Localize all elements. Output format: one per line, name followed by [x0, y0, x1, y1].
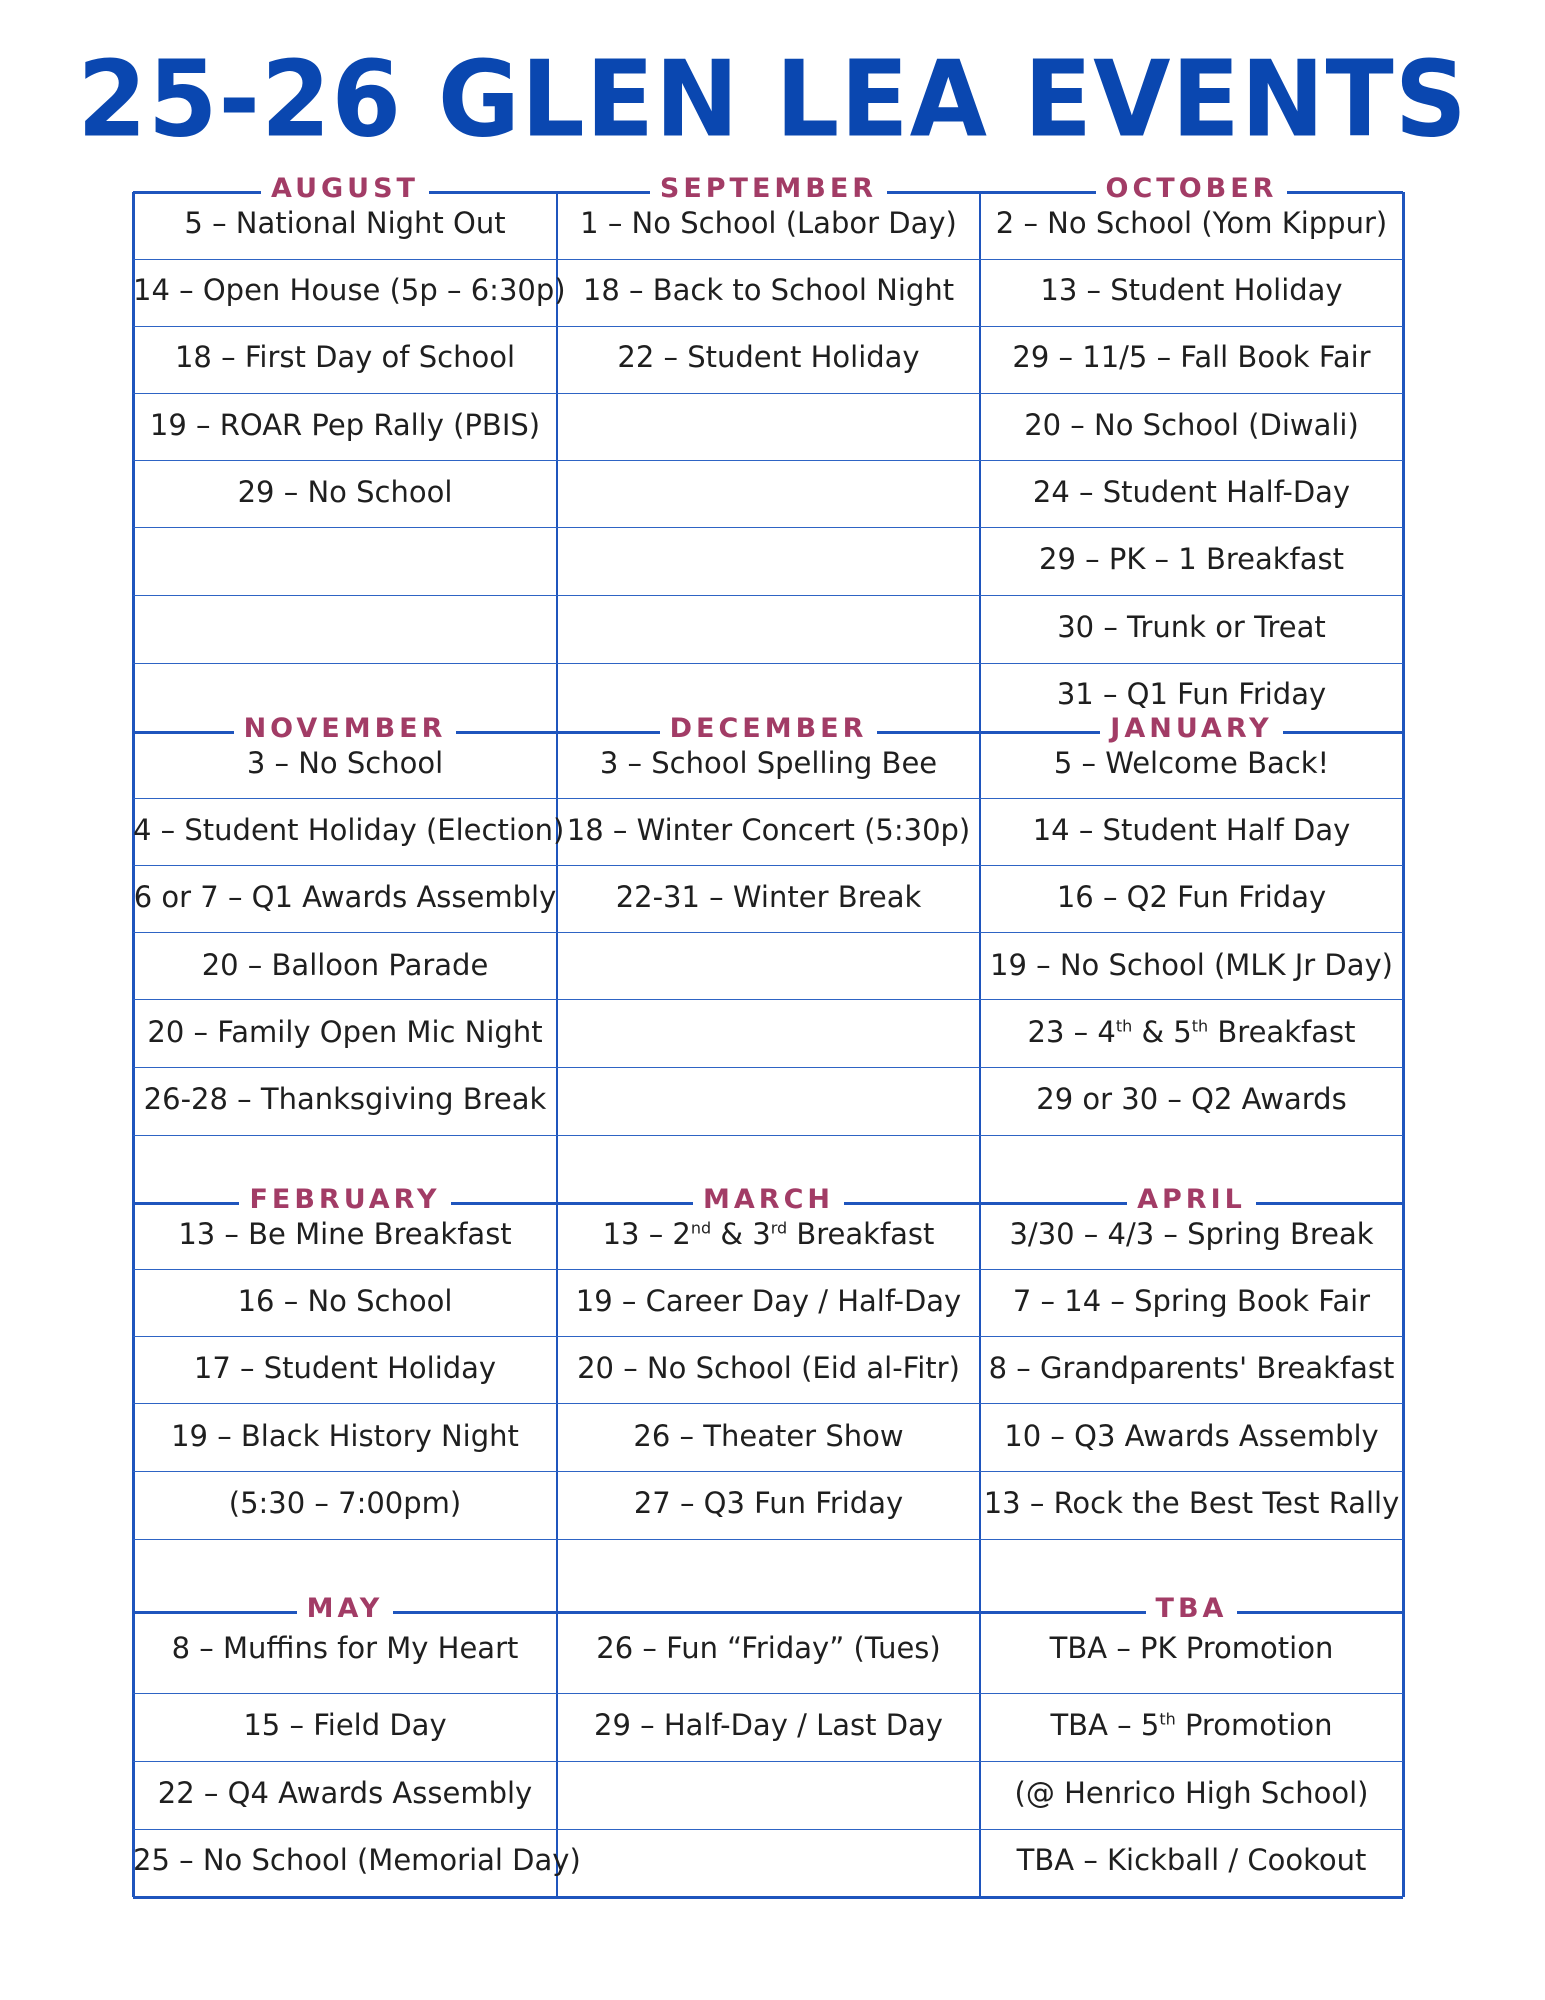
event-item: 1 – No School (Labor Day)	[580, 206, 957, 240]
month-heading-tba: TBA	[1146, 1594, 1238, 1624]
month-heading-may: MAY	[297, 1594, 394, 1624]
month-heading-october: OCTOBER	[1096, 174, 1288, 204]
event-item: 22-31 – Winter Break	[615, 880, 922, 914]
event-item: 5 – Welcome Back!	[1053, 746, 1330, 780]
event-item: 3 – School Spelling Bee	[599, 746, 938, 780]
event-item: 16 – No School	[237, 1284, 453, 1318]
row-divider	[133, 865, 1403, 866]
event-item: 14 – Open House (5p – 6:30p)	[133, 273, 566, 307]
month-heading-november: NOVEMBER	[234, 714, 457, 744]
event-item: 3/30 – 4/3 – Spring Break	[1009, 1217, 1374, 1251]
event-item: 29 – Half-Day / Last Day	[594, 1708, 943, 1742]
event-item: 18 – First Day of School	[174, 340, 515, 374]
row-divider	[133, 393, 1403, 394]
event-item: TBA – 5th Promotion	[1050, 1708, 1333, 1742]
event-item: 13 – Be Mine Breakfast	[178, 1217, 512, 1251]
row-divider	[133, 1067, 1403, 1068]
event-item: 29 or 30 – Q2 Awards	[1036, 1082, 1347, 1116]
event-item: 26-28 – Thanksgiving Break	[143, 1082, 547, 1116]
event-item: 5 – National Night Out	[184, 206, 506, 240]
row-divider	[133, 1693, 1403, 1694]
row-divider	[133, 259, 1403, 260]
event-item: 6 or 7 – Q1 Awards Assembly	[133, 880, 557, 914]
event-item: 18 – Back to School Night	[582, 273, 955, 307]
event-item: 19 – No School (MLK Jr Day)	[990, 948, 1393, 982]
event-item: 27 – Q3 Fun Friday	[633, 1486, 904, 1520]
month-heading-january: JANUARY	[1100, 714, 1282, 744]
event-item: 13 – Student Holiday	[1040, 273, 1343, 307]
event-item: 20 – Balloon Parade	[201, 948, 489, 982]
row-divider	[133, 932, 1403, 933]
event-item: 22 – Student Holiday	[617, 340, 920, 374]
row-divider	[133, 663, 1403, 664]
month-heading-february: FEBRUARY	[239, 1185, 450, 1215]
event-item: 13 – Rock the Best Test Rally	[983, 1486, 1400, 1520]
event-item: 29 – 11/5 – Fall Book Fair	[1012, 340, 1371, 374]
event-item: 29 – PK – 1 Breakfast	[1039, 542, 1344, 576]
event-item: 30 – Trunk or Treat	[1057, 610, 1326, 644]
row-divider	[133, 1336, 1403, 1337]
event-item: TBA – Kickball / Cookout	[1016, 1843, 1367, 1877]
event-item: 8 – Grandparents' Breakfast	[988, 1351, 1395, 1385]
event-item: 3 – No School	[246, 746, 444, 780]
event-item: 7 – 14 – Spring Book Fair	[1012, 1284, 1371, 1318]
month-heading-august: AUGUST	[261, 174, 429, 204]
event-item: 19 – ROAR Pep Rally (PBIS)	[149, 408, 541, 442]
row-divider	[133, 1761, 1403, 1762]
event-item: (5:30 – 7:00pm)	[228, 1486, 462, 1520]
row-divider	[133, 798, 1403, 799]
event-item: 19 – Career Day / Half-Day	[575, 1284, 962, 1318]
row-divider	[133, 460, 1403, 461]
month-heading-march: MARCH	[693, 1185, 844, 1215]
event-item: 14 – Student Half Day	[1032, 813, 1351, 847]
event-item: 20 – Family Open Mic Night	[147, 1015, 543, 1049]
event-item: 18 – Winter Concert (5:30p)	[566, 813, 971, 847]
event-item: 25 – No School (Memorial Day)	[133, 1843, 581, 1877]
row-divider	[133, 1135, 1403, 1136]
event-item: 10 – Q3 Awards Assembly	[1004, 1419, 1379, 1453]
row-divider	[133, 1471, 1403, 1472]
row-divider	[133, 1829, 1403, 1830]
event-item: 22 – Q4 Awards Assembly	[157, 1776, 533, 1810]
row-divider	[133, 1403, 1403, 1404]
event-item: 2 – No School (Yom Kippur)	[995, 206, 1388, 240]
row-divider	[133, 1539, 1403, 1540]
event-item: (@ Henrico High School)	[1014, 1776, 1369, 1810]
event-item: TBA – PK Promotion	[1049, 1631, 1334, 1665]
row-divider	[133, 326, 1403, 327]
event-item: 23 – 4th & 5th Breakfast	[1027, 1015, 1356, 1049]
event-item: 13 – 2nd & 3rd Breakfast	[602, 1217, 935, 1251]
event-item: 29 – No School	[237, 475, 453, 509]
row-divider	[133, 999, 1403, 1000]
event-item: 19 – Black History Night	[171, 1419, 519, 1453]
row-divider	[133, 595, 1403, 596]
event-item: 15 – Field Day	[243, 1708, 447, 1742]
month-heading-december: DECEMBER	[660, 714, 878, 744]
month-heading-april: APRIL	[1127, 1185, 1256, 1215]
event-item: 31 – Q1 Fun Friday	[1056, 677, 1327, 711]
page-title: 25-26 GLEN LEA EVENTS	[77, 38, 1468, 161]
event-item: 4 – Student Holiday (Election)	[133, 813, 565, 847]
event-item: 26 – Theater Show	[633, 1419, 904, 1453]
event-item: 26 – Fun “Friday” (Tues)	[596, 1631, 941, 1665]
event-item: 16 – Q2 Fun Friday	[1056, 880, 1327, 914]
row-divider	[133, 1896, 1403, 1899]
event-item: 20 – No School (Eid al-Fitr)	[577, 1351, 960, 1385]
row-divider	[133, 1269, 1403, 1270]
month-heading-september: SEPTEMBER	[650, 174, 887, 204]
event-item: 24 – Student Half-Day	[1032, 475, 1351, 509]
event-item: 17 – Student Holiday	[193, 1351, 497, 1385]
event-item: 20 – No School (Diwali)	[1024, 408, 1359, 442]
row-divider	[133, 527, 1403, 528]
event-item: 8 – Muffins for My Heart	[171, 1631, 519, 1665]
